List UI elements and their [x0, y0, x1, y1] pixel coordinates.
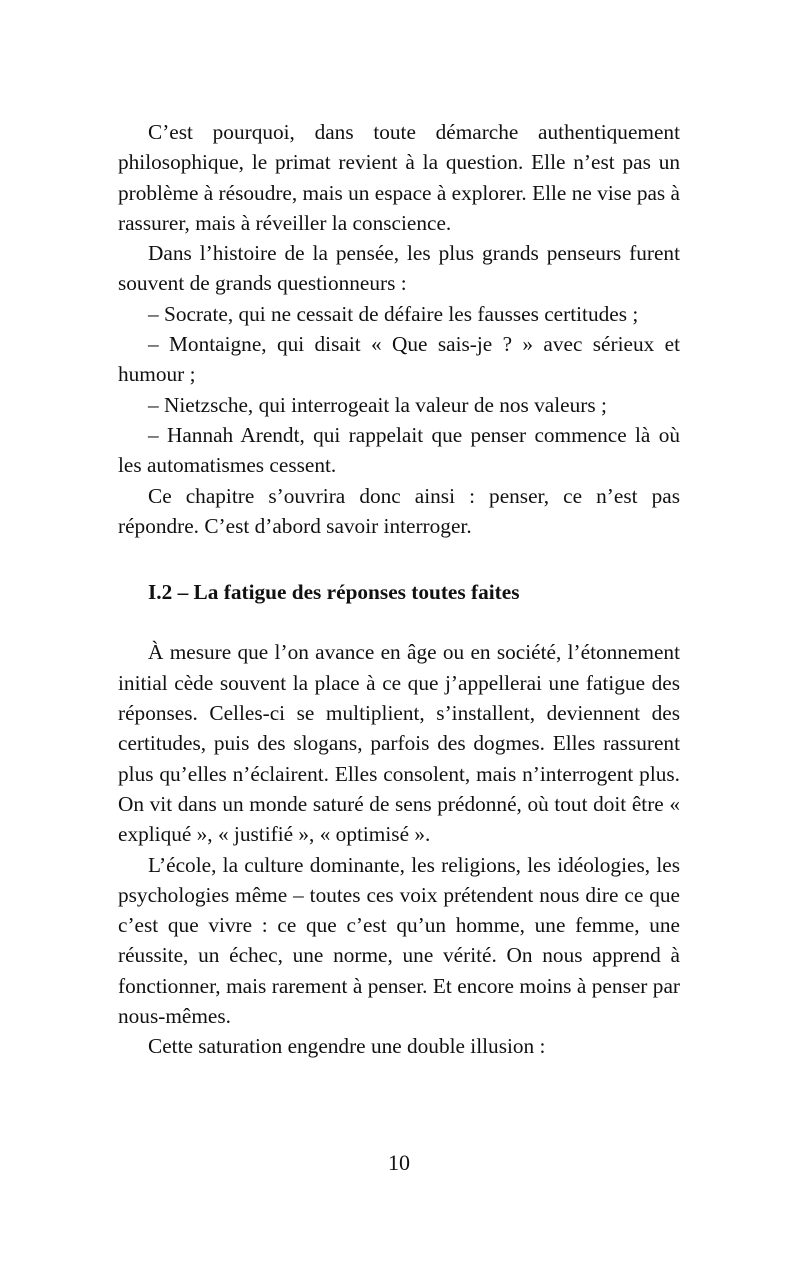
list-item-nietzsche: – Nietzsche, qui interrogeait la valeur de nos valeurs ; — [148, 392, 607, 417]
list-item-socrate: – Socrate, qui ne cessait de défaire les fausses certitudes ; — [148, 301, 639, 326]
list-item-arendt: – Hannah Arendt, qui rappelait que penser commence là où les automatismes cessent. — [118, 422, 680, 478]
paragraph-double-illusion: Cette saturation engendre une double illusion : — [148, 1034, 546, 1059]
paragraph-ecole-culture: L’école, la culture dominante, les religions, les idéologies, les psychologies même – toutes ces voix prétendent nous dire ce que c’est que vivre : ce que c’est qu’un homme, une femme, une réussite, un échec, une norme, une vérité. On nous apprend à fonctionner, mais rarement à penser. Et encore moins à penser par nous-mêmes. — [118, 852, 680, 1029]
paragraph-fatigue-reponses: À mesure que l’on avance en âge ou en société, l’étonnement initial cède souvent la place à ce que j’appellerai une fatigue des réponses. Celles-ci se multiplient, s’installent, deviennent des certitudes, puis des slogans, parfois des dogmes. Elles rassurent plus qu’elles n’éclairent. Elles consolent, mais n’interrogent plus. On vit dans un monde saturé de sens prédonné, où tout doit être « expliqué », « justifié », « optimisé ». — [118, 640, 680, 847]
book-page-text — [118, 117, 680, 1062]
paragraph-chapter-opening: Ce chapitre s’ouvrira donc ainsi : penser, ce n’est pas répondre. C’est d’abord savoir interroger. — [118, 483, 680, 538]
section-body — [118, 637, 680, 1061]
list-item-montaigne: – Montaigne, qui disait « Que sais-je ? » avec sérieux et humour ; — [118, 332, 680, 387]
page-number: 10 — [388, 1150, 410, 1175]
paragraph-primat-question: C’est pourquoi, dans toute démarche authentiquement philosophique, le primat revient à la question. Elle n’est pas un problème à résoudre, mais un espace à explorer. Elle ne vise pas à rassurer, mais à réveiller la conscience. — [118, 120, 680, 235]
section-heading: I.2 – La fatigue des réponses toutes faites — [148, 580, 520, 605]
paragraph-grands-questionneurs: Dans l’histoire de la pensée, les plus grands penseurs furent souvent de grands questionneurs : — [118, 241, 680, 296]
